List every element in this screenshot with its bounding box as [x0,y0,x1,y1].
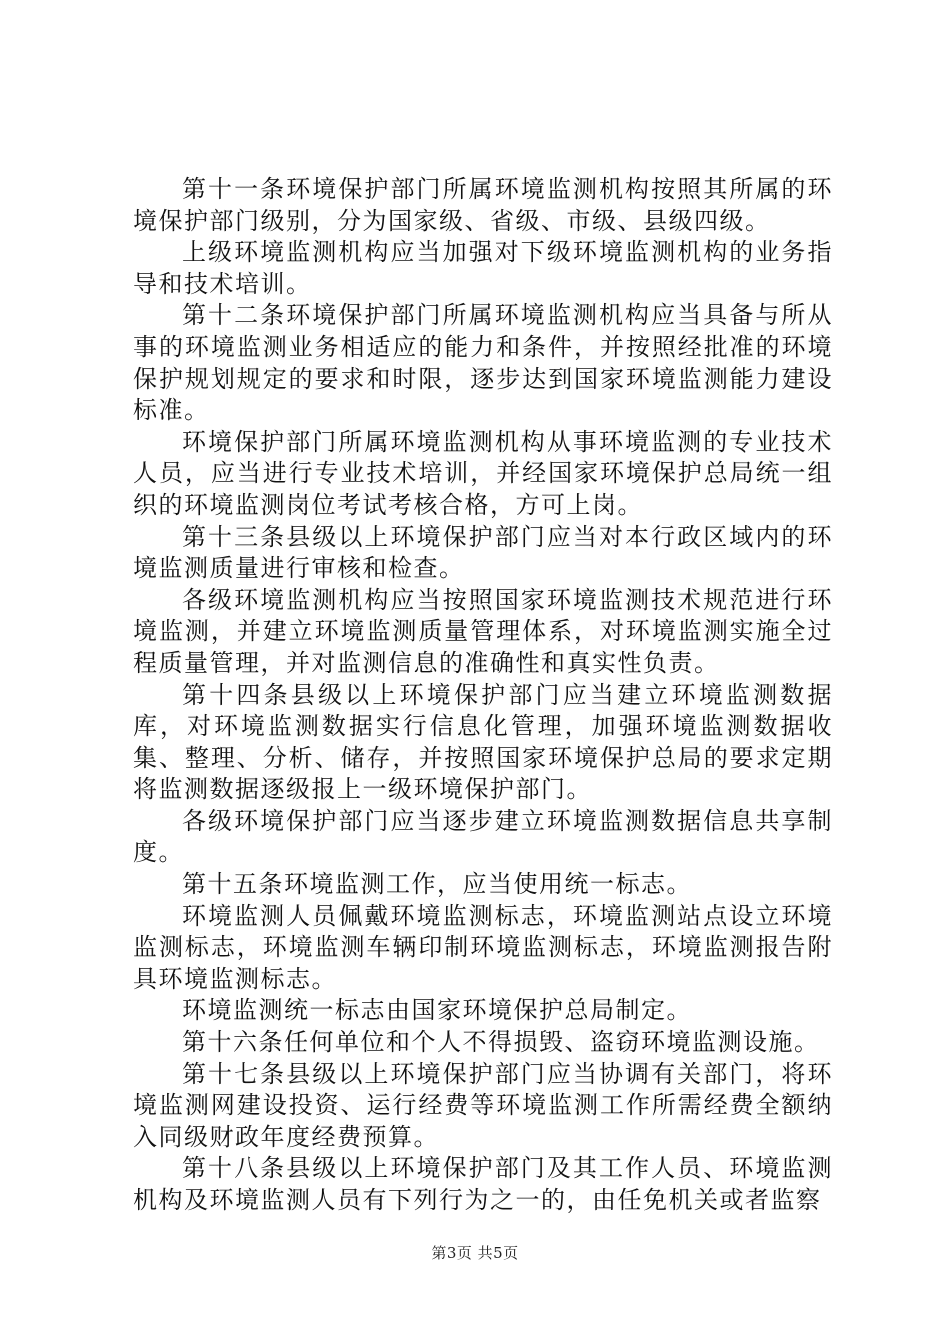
paragraph-mark-standard: 环境监测统一标志由国家环境保护总局制定。 [182,996,692,1025]
paragraph-article-12: 第十二条环境保护部门所属环境监测机构应当具备与所从事的环境监测业务相适应的能力和条件，并按照经批准的环境保护规划规定的要求和时限，逐步达到国家环境监测能力建设标准。 [133,301,833,425]
paragraph-article-16: 第十六条任何单位和个人不得损毁、盗窃环境监测设施。 [182,1028,820,1057]
paragraph-article-11: 第十一条环境保护部门所属环境监测机构按照其所属的环境保护部门级别，分为国家级、省级、市级、县级四级。 [133,175,833,235]
paragraph-staff-training: 环境保护部门所属环境监测机构从事环境监测的专业技术人员，应当进行专业技术培训，并经国家环境保护总局统一组织的环境监测岗位考试考核合格，方可上岗。 [133,427,833,519]
paragraph-monitoring-marks: 环境监测人员佩戴环境监测标志，环境监测站点设立环境监测标志，环境监测车辆印制环境监测标志，环境监测报告附具环境监测标志。 [133,901,833,993]
paragraph-article-17: 第十七条县级以上环境保护部门应当协调有关部门，将环境监测网建设投资、运行经费等环境监测工作所需经费全额纳入同级财政年度经费预算。 [133,1059,833,1151]
paragraph-article-18: 第十八条县级以上环境保护部门及其工作人员、环境监测机构及环境监测人员有下列行为之一的，由任免机关或者监察 [133,1154,833,1214]
page-number: 第3页 共5页 [431,1244,519,1262]
paragraph-article-14: 第十四条县级以上环境保护部门应当建立环境监测数据库，对环境监测数据实行信息化管理，加强环境监测数据收集、整理、分析、储存，并按照国家环境保护总局的要求定期将监测数据逐级报上一级环境保护部门。 [133,680,833,804]
page-footer [0,1243,950,1263]
paragraph-quality-system: 各级环境监测机构应当按照国家环境监测技术规范进行环境监测，并建立环境监测质量管理体系，对环境监测实施全过程质量管理，并对监测信息的准确性和真实性负责。 [133,585,833,677]
document-body [133,174,833,1217]
paragraph-data-sharing: 各级环境保护部门应当逐步建立环境监测数据信息共享制度。 [133,806,833,867]
paragraph-guidance: 上级环境监测机构应当加强对下级环境监测机构的业务指导和技术培训。 [133,238,833,298]
paragraph-article-13: 第十三条县级以上环境保护部门应当对本行政区域内的环境监测质量进行审核和检查。 [133,522,833,583]
paragraph-article-15: 第十五条环境监测工作，应当使用统一标志。 [182,870,692,899]
